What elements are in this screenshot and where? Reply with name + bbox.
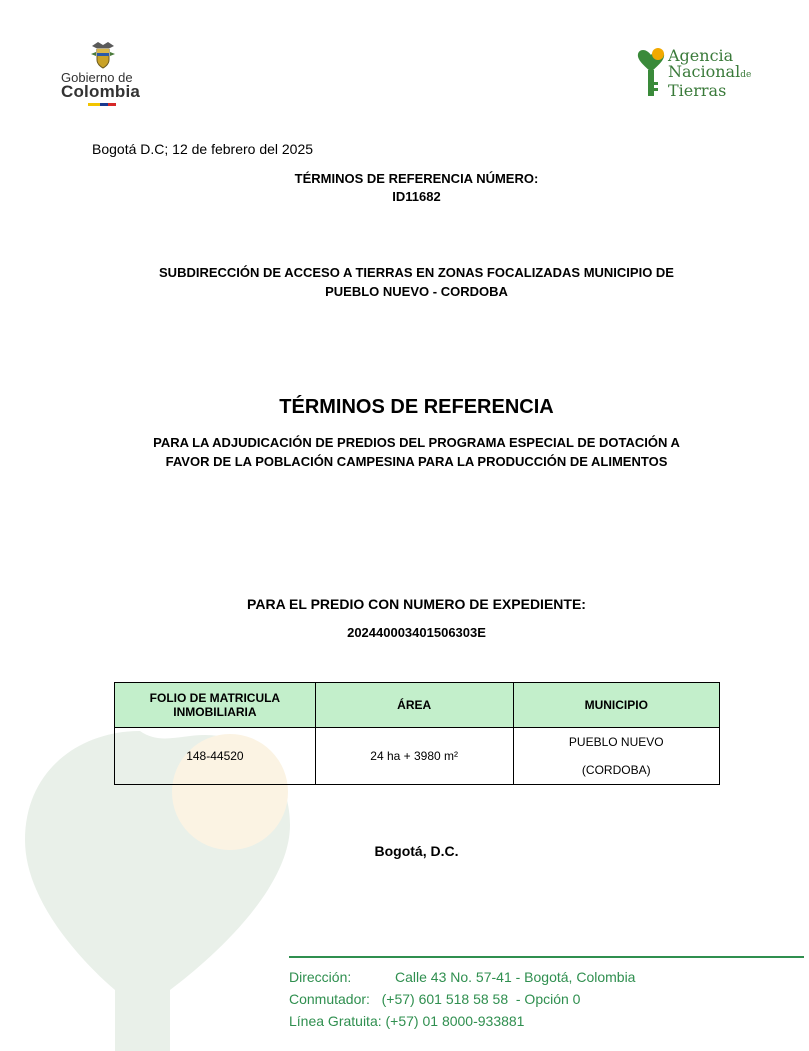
conmutador-label: Conmutador: [289,991,370,1007]
conmutador-value: (+57) 601 518 58 58 - Opción 0 [381,991,581,1007]
gov-logo-line1: Gobierno de [61,70,133,85]
agency-name [668,48,751,99]
direccion-value: Calle 43 No. 57-41 - Bogotá, Colombia [395,969,636,985]
cell-folio: 148-44520 [115,728,316,785]
footer-direccion [289,966,635,988]
purpose-line2: FAVOR DE LA POBLACIÓN CAMPESINA PARA LA PRODUCCIÓN DE ALIMENTOS [165,454,668,469]
purpose-line1: PARA LA ADJUDICACIÓN DE PREDIOS DEL PROGRAMA ESPECIAL DE DOTACIÓN A [153,435,680,450]
subdireccion-line2: PUEBLO NUEVO - CORDOBA [325,284,508,299]
heart-key-icon [636,46,666,100]
table-header-row [115,683,720,728]
reference-header [12,170,809,206]
footer-contact [289,966,635,1032]
predio-label: PARA EL PREDIO CON NUMERO DE EXPEDIENTE: [247,596,586,612]
header-folio [115,683,316,728]
date-line: Bogotá D.C; 12 de febrero del 2025 [92,141,314,157]
reference-id: ID11682 [392,189,441,204]
reference-label: TÉRMINOS DE REFERENCIA NÚMERO: [294,171,539,186]
cell-municipio [513,728,719,785]
main-title: TÉRMINOS DE REFERENCIA [279,396,554,418]
cell-area: 24 ha + 3980 m² [315,728,513,785]
cell-municipio-line1: PUEBLO NUEVO [568,735,664,749]
gov-logo-line2: Colombia [61,82,141,101]
gobierno-de-colombia-logo [58,40,148,110]
subdireccion-line1: SUBDIRECCIÓN DE ACCESO A TIERRAS EN ZONAS FOCALIZADAS MUNICIPIO DE [159,265,674,280]
header-folio-line2: INMOBILIARIA [173,705,257,719]
flag-blue [100,103,108,106]
header-area: ÁREA [315,683,513,728]
expediente-number: 202440003401506303E [347,625,486,640]
footer-conmutador [289,988,635,1010]
agency-line2-small: de [740,70,752,80]
agency-line2: Nacional [668,62,741,81]
header-folio-line1: FOLIO DE MATRICULA [149,691,281,705]
linea-value: (+57) 01 8000-933881 [385,1013,525,1029]
cell-municipio-line2: (CORDOBA) [581,763,651,777]
subdireccion-title [12,263,809,301]
table-row [115,728,720,785]
linea-label: Línea Gratuita: [289,1013,382,1029]
direccion-label: Dirección: [289,969,352,985]
colombia-flag-stripe [88,103,116,106]
closing-city: Bogotá, D.C. [374,843,459,859]
agency-line3: Tierras [668,81,727,100]
flag-yellow [88,103,100,106]
footer-linea [289,1010,635,1032]
flag-red [108,103,116,106]
coat-of-arms-icon [88,40,118,70]
predio-table [114,682,720,785]
footer-divider [289,956,804,958]
agencia-nacional-de-tierras-logo [636,46,776,102]
header-municipio: MUNICIPIO [513,683,719,728]
agency-line1: Agencia [668,46,734,65]
purpose-statement [12,433,809,471]
